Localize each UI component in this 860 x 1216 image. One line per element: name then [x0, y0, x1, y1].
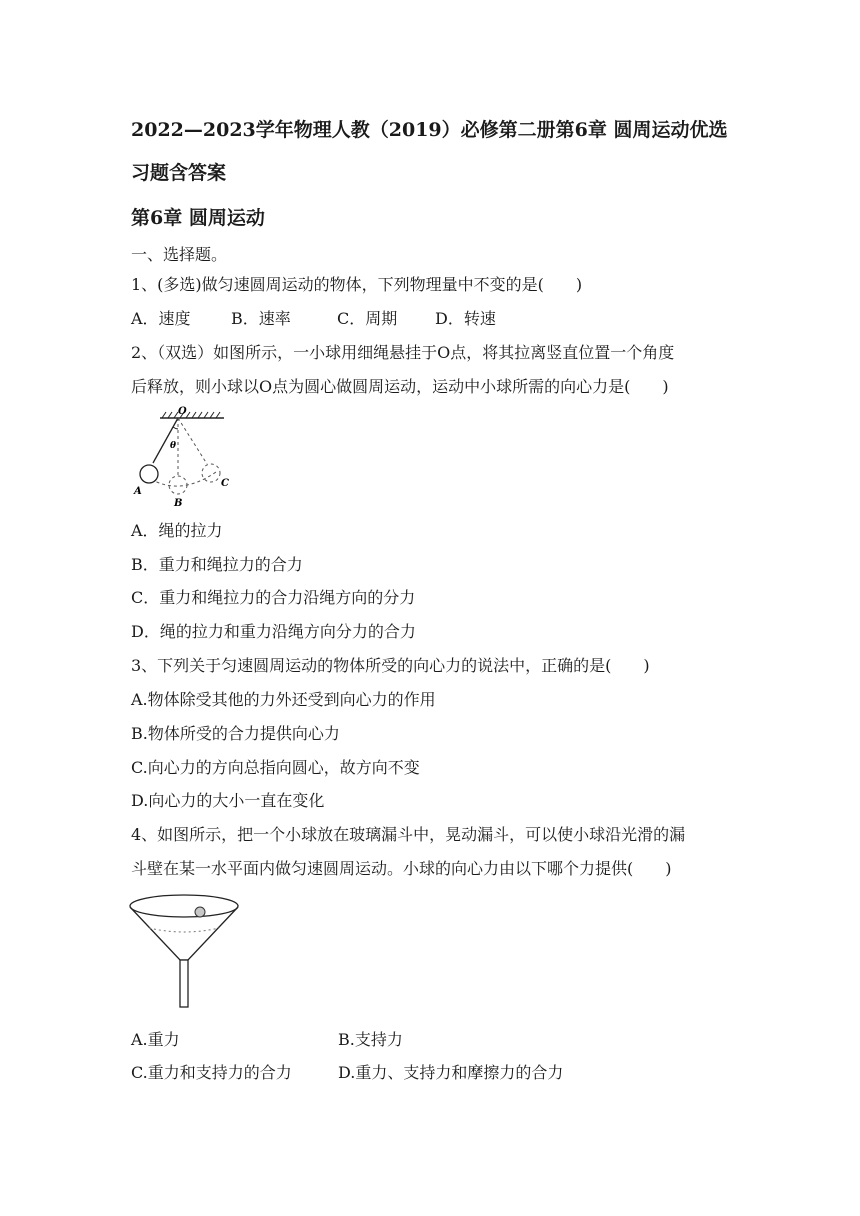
figure-label-b: B: [174, 498, 183, 509]
question-3-option-a: A.物体除受其他的力外还受到向心力的作用: [131, 690, 436, 709]
question-3-option-b: B.物体所受的合力提供向心力: [131, 724, 340, 743]
figure-label-o: O: [178, 406, 187, 417]
funnel-figure: [128, 890, 244, 1012]
figure-label-c: C: [221, 478, 229, 489]
question-1-option-a: A．速度: [131, 309, 191, 328]
question-1-option-c: C．周期: [337, 309, 398, 328]
question-1-options: [131, 308, 496, 330]
figure-label-a: A: [134, 486, 142, 497]
chapter-heading: 第6章 圆周运动: [131, 207, 265, 229]
document-title-line-1: 2022—2023学年物理人教（2019）必修第二册第6章 圆周运动优选: [131, 119, 728, 141]
question-1-stem: 1、(多选)做匀速圆周运动的物体，下列物理量中不变的是( ): [131, 275, 583, 294]
question-4-option-a: A.重力: [131, 1030, 180, 1049]
question-4-option-b: B.支持力: [338, 1030, 403, 1049]
question-4-options-row-2: [131, 1062, 563, 1084]
question-2-option-d: D．绳的拉力和重力沿绳方向分力的合力: [131, 622, 416, 641]
question-4-stem-line-1: 4、如图所示，把一个小球放在玻璃漏斗中，晃动漏斗，可以使小球沿光滑的漏: [131, 825, 686, 844]
figure-label-theta: θ: [170, 441, 177, 451]
question-1-option-b: B．速率: [231, 309, 291, 328]
question-1-option-d: D．转速: [435, 309, 496, 328]
question-3-option-c: C.向心力的方向总指向圆心，故方向不变: [131, 758, 420, 777]
question-2-stem-line-2: 后释放，则小球以O点为圆心做圆周运动，运动中小球所需的向心力是( ): [131, 377, 669, 396]
question-2-option-a: A．绳的拉力: [131, 521, 223, 540]
question-4-options-row-1: [131, 1029, 403, 1051]
question-3-stem: 3、下列关于匀速圆周运动的物体所受的向心力的说法中，正确的是( ): [131, 656, 650, 675]
pendulum-figure: [132, 406, 242, 510]
question-4-stem-line-2: 斗壁在某一水平面内做匀速圆周运动。小球的向心力由以下哪个力提供( ): [131, 859, 672, 878]
section-heading: 一、选择题。: [131, 245, 228, 264]
question-4-option-c: C.重力和支持力的合力: [131, 1063, 292, 1082]
question-4-option-d: D.重力、支持力和摩擦力的合力: [338, 1063, 564, 1082]
question-2-option-c: C．重力和绳拉力的合力沿绳方向的分力: [131, 588, 416, 607]
question-2-stem-line-1: 2、（双选）如图所示，一小球用细绳悬挂于O点，将其拉离竖直位置一个角度: [131, 343, 675, 362]
question-3-option-d: D.向心力的大小一直在变化: [131, 791, 325, 810]
question-2-option-b: B．重力和绳拉力的合力: [131, 555, 303, 574]
document-title-line-2: 习题含答案: [131, 162, 227, 184]
